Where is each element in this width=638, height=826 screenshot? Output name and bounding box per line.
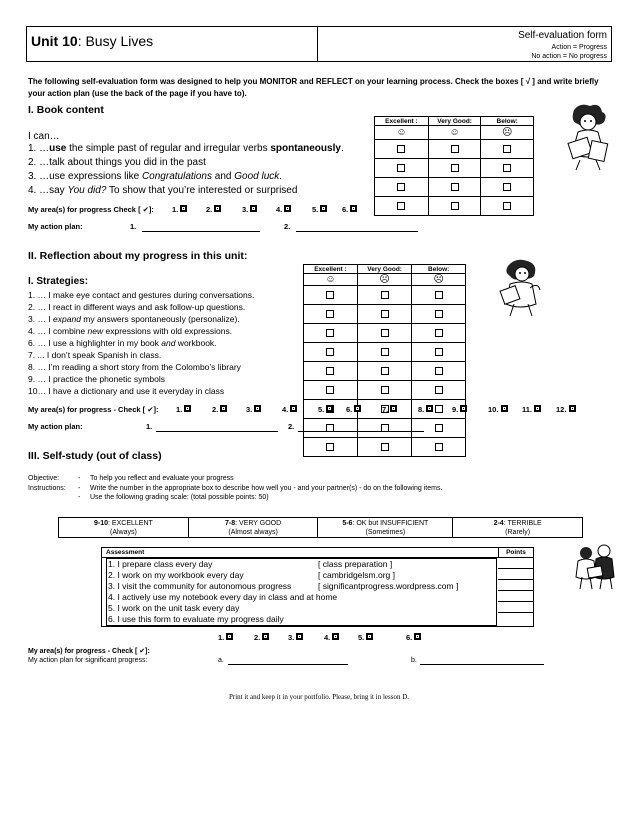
section1-plan-b: 2. <box>284 222 291 231</box>
dash: - <box>78 475 81 482</box>
points-cell-divider <box>498 590 533 591</box>
scale-excellent: Excellent : <box>375 117 429 126</box>
rating-checkbox[interactable] <box>503 164 511 172</box>
book-item-4: 4. …say You did? To show that you’re interested or surprised <box>28 185 298 196</box>
instruction-2: Use the following grading scale: (total possible points: 50) <box>90 494 269 501</box>
assessment-item-4: 4. I actively use my notebook every day in class and at home <box>108 592 338 602</box>
plan-line[interactable] <box>298 431 424 432</box>
intro-text: The following self-evaluation form was designed to help you MONITOR and REFLECT on your learning process. Check the boxes [ √ ] and write briefly your action plan (use the back of the page if you have to). <box>28 77 599 98</box>
rating-checkbox[interactable] <box>503 183 511 191</box>
rating-checkbox[interactable] <box>451 145 459 153</box>
section2-areas-row: My area(s) for progress - Check [ ✔]: <box>28 405 159 414</box>
rating-checkbox[interactable] <box>451 202 459 210</box>
rating-checkbox[interactable] <box>451 183 459 191</box>
section2-title: II. Reflection about my progress in this unit: <box>28 250 248 262</box>
section1-title: I. Book content <box>28 104 104 116</box>
table-border <box>101 626 534 627</box>
rating-checkbox[interactable] <box>435 348 443 356</box>
points-cell-divider <box>498 601 533 602</box>
strategy-item-7: 7. ... I don’t speak Spanish in class. <box>28 350 162 360</box>
rating-checkbox[interactable] <box>326 310 334 318</box>
section3-areas-label: My area(s) for progress - Check [ ✔]: <box>28 648 150 655</box>
students-studying-illustration <box>574 543 618 591</box>
strategy-item-10: 10… I have a dictionary and use it everyday in class <box>28 386 225 396</box>
area-checkbox[interactable] <box>254 405 261 412</box>
rating-checkbox[interactable] <box>381 348 389 356</box>
assessment-ref-3: [ significantprogress.wordpress.com ] <box>318 581 459 591</box>
area-checkbox[interactable] <box>569 405 576 412</box>
area-checkbox[interactable] <box>214 205 221 212</box>
rating-checkbox[interactable] <box>381 310 389 318</box>
smile-icon: ☺ <box>375 126 429 140</box>
strategy-item-8: 8. … I’m reading a short story from the Colombo’s library <box>28 362 241 372</box>
area-checkbox[interactable] <box>184 405 191 412</box>
rating-checkbox[interactable] <box>503 202 511 210</box>
student-thinking-illustration <box>496 258 546 318</box>
rating-checkbox[interactable] <box>326 367 334 375</box>
book-item-3: 3. …use expressions like Congratulations and Good luck. <box>28 171 283 182</box>
action-progress-note: Action = Progress <box>551 44 607 51</box>
area-checkbox[interactable] <box>226 633 233 640</box>
area-checkbox[interactable] <box>220 405 227 412</box>
area-checkbox[interactable] <box>290 405 297 412</box>
area-checkbox[interactable] <box>414 633 421 640</box>
frown-icon: ☹ <box>412 274 466 286</box>
no-action-note: No action = No progress <box>531 53 607 60</box>
section1-plan-label: My action plan: <box>28 222 83 231</box>
section3-plan-a: a. <box>218 657 224 664</box>
assessment-table <box>101 547 534 558</box>
section3-plan-label: My action plan for significant progress: <box>28 657 148 664</box>
section1-areas-row: My area(s) for progress Check [ ✔]: <box>28 205 154 214</box>
rating-checkbox[interactable] <box>326 348 334 356</box>
rating-checkbox[interactable] <box>326 329 334 337</box>
points-cell-divider <box>498 568 533 569</box>
strategy-item-2: 2. … I react in different ways and ask follow-up questions. <box>28 302 246 312</box>
grade-excellent: 9-10: EXCELLENT (Always) <box>59 518 189 538</box>
area-checkbox[interactable] <box>350 205 357 212</box>
header-divider <box>317 27 318 61</box>
strategy-item-1: 1. … I make eye contact and gestures during conversations. <box>28 290 255 300</box>
ican-label: I can… <box>28 131 60 142</box>
scale-excellent: Excellent : <box>304 265 358 274</box>
points-cell-divider <box>498 612 533 613</box>
section3-title: III. Self-study (out of class) <box>28 450 162 462</box>
area-checkbox[interactable] <box>296 633 303 640</box>
scale-very-good: Very Good: <box>428 117 481 126</box>
smile-icon: ☺ <box>304 274 358 286</box>
area-checkbox[interactable] <box>390 405 397 412</box>
area-checkbox[interactable] <box>332 633 339 640</box>
area-checkbox[interactable] <box>250 205 257 212</box>
section2-plan-b: 2. <box>288 422 295 431</box>
area-checkbox[interactable] <box>426 405 433 412</box>
area-checkbox[interactable] <box>354 405 361 412</box>
scale-below: Below: <box>481 117 534 126</box>
area-checkbox[interactable] <box>180 205 187 212</box>
area-checkbox[interactable] <box>366 633 373 640</box>
frown-icon: ☹ <box>357 274 411 286</box>
grade-terrible: 2-4: TERRIBLE (Rarely) <box>453 518 583 538</box>
scale-very-good: Very Good: <box>357 265 411 274</box>
book-item-1: 1. …use the simple past of regular and irregular verbs spontaneously. <box>28 143 344 154</box>
area-checkbox[interactable] <box>262 633 269 640</box>
grade-very-good: 7-8: VERY GOOD (Almost always) <box>188 518 318 538</box>
assessment-header: Assessment <box>102 548 499 558</box>
section2-plan-a: 1. <box>146 422 153 431</box>
rating-checkbox[interactable] <box>435 443 443 451</box>
rating-checkbox[interactable] <box>435 386 443 394</box>
dash: - <box>78 485 81 492</box>
rating-checkbox[interactable] <box>326 291 334 299</box>
strategy-item-3: 3. … I expand my answers spontaneously (personalize). <box>28 314 240 324</box>
footer-note: Print it and keep it in your portfolio. Please, bring it in lesson D. <box>228 693 410 701</box>
rating-checkbox[interactable] <box>381 367 389 375</box>
unit-title: Unit 10: Busy Lives <box>31 33 154 49</box>
rating-checkbox[interactable] <box>435 367 443 375</box>
rating-checkbox[interactable] <box>435 310 443 318</box>
rating-checkbox[interactable] <box>397 183 405 191</box>
plan-line[interactable] <box>420 664 544 665</box>
grading-scale-table <box>58 517 583 538</box>
area-checkbox[interactable] <box>501 405 508 412</box>
rating-checkbox[interactable] <box>381 443 389 451</box>
dash: - <box>78 494 81 501</box>
section1-plan-a: 1. <box>130 222 137 231</box>
area-checkbox[interactable] <box>534 405 541 412</box>
book-item-2: 2. …talk about things you did in the past <box>28 157 206 168</box>
assessment-item-3: 3. I visit the community for autonomous progress <box>108 581 292 591</box>
plan-line[interactable] <box>228 664 348 665</box>
rating-checkbox[interactable] <box>451 164 459 172</box>
rating-checkbox[interactable] <box>381 329 389 337</box>
rating-checkbox[interactable] <box>435 329 443 337</box>
rating-checkbox[interactable] <box>326 386 334 394</box>
assessment-item-6: 6. I use this form to evaluate my progress daily <box>108 614 284 624</box>
strategy-item-9: 9. … I practice the phonetic symbols <box>28 374 166 384</box>
plan-line[interactable] <box>296 231 418 232</box>
grade-insufficient: 5-6: OK but INSUFFICIENT (Sometimes) <box>318 518 453 538</box>
plan-line[interactable] <box>156 431 278 432</box>
table-border <box>533 558 534 626</box>
assessment-item-1: 1. I prepare class every day <box>108 559 213 569</box>
form-title: Self-evaluation form <box>518 30 607 41</box>
points-cell-divider <box>498 579 533 580</box>
strategies-title: I. Strategies: <box>28 276 89 287</box>
section1-rating-table <box>374 116 534 216</box>
rating-checkbox[interactable] <box>397 202 405 210</box>
assessment-item-2: 2. I work on my workbook every day <box>108 570 244 580</box>
rating-checkbox[interactable] <box>435 424 443 432</box>
scale-below: Below: <box>412 265 466 274</box>
rating-checkbox[interactable] <box>381 291 389 299</box>
rating-checkbox[interactable] <box>397 145 405 153</box>
section2-rating-table <box>303 264 466 457</box>
plan-line[interactable] <box>142 231 260 232</box>
rating-checkbox[interactable] <box>326 443 334 451</box>
assessment-item-5: 5. I work on the unit task every day <box>108 603 240 613</box>
rating-checkbox[interactable] <box>397 164 405 172</box>
instructions-label: Instructions: <box>28 485 66 492</box>
frown-icon: ☹ <box>481 126 534 140</box>
area-checkbox[interactable] <box>284 205 291 212</box>
area-checkbox[interactable] <box>460 405 467 412</box>
header-box <box>26 26 612 62</box>
instruction-1: Write the number in the appropriate box to describe how well you - and your partner(s) - do on the following items. <box>90 485 443 492</box>
points-header: Points <box>499 548 534 558</box>
strategy-item-6: 6. … I use a highlighter in my book and workbook. <box>28 338 217 348</box>
assessment-ref-2: [ cambridgelsm.org ] <box>318 570 395 580</box>
strategy-item-4: 4. … I combine new expressions with old expressions. <box>28 326 233 336</box>
rating-checkbox[interactable] <box>381 386 389 394</box>
rating-checkbox[interactable] <box>503 145 511 153</box>
rating-checkbox[interactable] <box>435 291 443 299</box>
area-checkbox[interactable] <box>326 405 333 412</box>
assessment-ref-1: [ class preparation ] <box>318 559 393 569</box>
objective-label: Objective: <box>28 475 60 482</box>
section2-plan-label: My action plan: <box>28 422 83 431</box>
section3-plan-b: b. <box>411 657 417 664</box>
student-reading-illustration <box>560 102 616 172</box>
area-checkbox[interactable] <box>320 205 327 212</box>
smile-icon: ☺ <box>428 126 481 140</box>
objective-text: To help you reflect and evaluate your progress <box>90 475 234 482</box>
rating-checkbox[interactable] <box>435 405 443 413</box>
